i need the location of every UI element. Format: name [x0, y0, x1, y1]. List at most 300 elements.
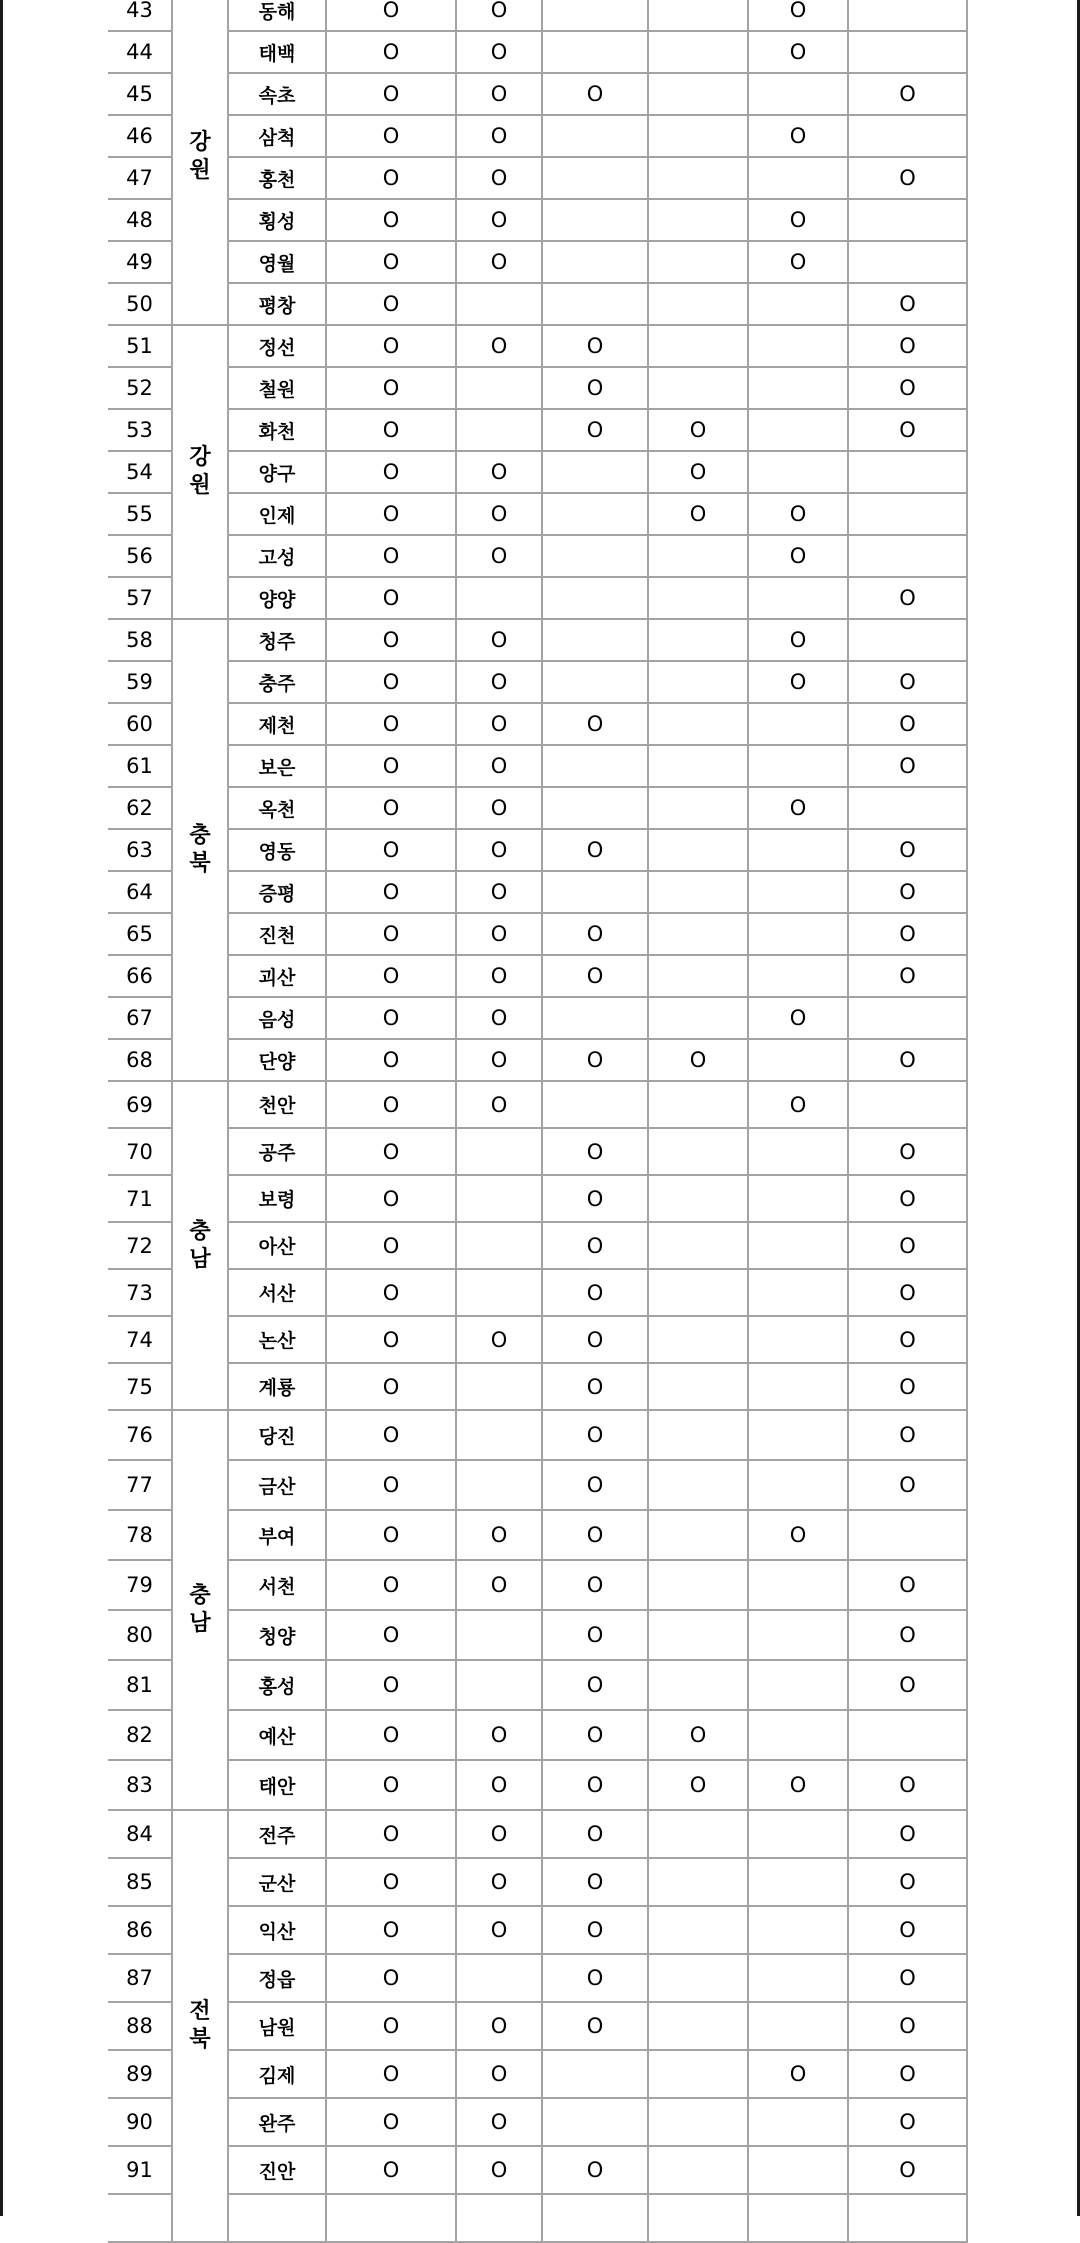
- mark-cell: O: [848, 2146, 967, 2194]
- row-number: 50: [108, 283, 172, 325]
- mark-cell: O: [326, 157, 456, 199]
- mark-cell: [848, 241, 967, 283]
- table-row: [108, 409, 967, 451]
- mark-cell: O: [848, 955, 967, 997]
- mark-cell: [748, 955, 848, 997]
- mark-cell: [648, 1363, 748, 1410]
- table-row: [108, 829, 967, 871]
- city-name: 태안: [228, 1760, 326, 1810]
- row-number: 57: [108, 577, 172, 619]
- mark-cell: O: [456, 1560, 542, 1610]
- mark-cell: [748, 2002, 848, 2050]
- mark-cell: [748, 157, 848, 199]
- mark-cell: O: [456, 997, 542, 1039]
- mark-cell: O: [748, 1760, 848, 1810]
- city-name: 속초: [228, 73, 326, 115]
- mark-cell: O: [456, 871, 542, 913]
- mark-cell: [542, 2098, 648, 2146]
- mark-cell: O: [456, 73, 542, 115]
- mark-cell: O: [848, 2050, 967, 2098]
- mark-cell: [748, 871, 848, 913]
- row-number: 51: [108, 325, 172, 367]
- mark-cell: O: [848, 829, 967, 871]
- mark-cell: [542, 661, 648, 703]
- table-row: [108, 1810, 967, 1858]
- table-row: [108, 1710, 967, 1760]
- city-name: 천안: [228, 1081, 326, 1128]
- city-name: 남원: [228, 2002, 326, 2050]
- mark-cell: O: [748, 1510, 848, 1560]
- mark-cell: O: [326, 661, 456, 703]
- mark-cell: O: [542, 73, 648, 115]
- mark-cell: O: [848, 1906, 967, 1954]
- mark-cell: [648, 115, 748, 157]
- mark-cell: [648, 1510, 748, 1560]
- mark-cell: O: [326, 913, 456, 955]
- mark-cell: O: [326, 871, 456, 913]
- mark-cell: O: [456, 535, 542, 577]
- province-char: 북: [189, 2027, 211, 2052]
- mark-cell: O: [848, 1858, 967, 1906]
- mark-cell: O: [326, 1810, 456, 1858]
- mark-cell: [542, 157, 648, 199]
- table-row: [108, 0, 967, 31]
- city-name: 청양: [228, 1610, 326, 1660]
- mark-cell: [542, 2050, 648, 2098]
- mark-cell: O: [326, 367, 456, 409]
- table-row: [108, 1460, 967, 1510]
- mark-cell: [748, 703, 848, 745]
- mark-cell: O: [456, 115, 542, 157]
- mark-cell: [748, 913, 848, 955]
- table-row: [108, 1269, 967, 1316]
- mark-cell: O: [326, 2098, 456, 2146]
- mark-cell: O: [542, 1363, 648, 1410]
- mark-cell: O: [326, 1081, 456, 1128]
- mark-cell: [848, 31, 967, 73]
- mark-cell: O: [456, 745, 542, 787]
- row-number: 89: [108, 2050, 172, 2098]
- mark-cell: O: [648, 493, 748, 535]
- mark-cell: O: [648, 1760, 748, 1810]
- mark-cell: O: [748, 619, 848, 661]
- mark-cell: O: [326, 829, 456, 871]
- mark-cell: O: [542, 1510, 648, 1560]
- mark-cell: [456, 1269, 542, 1316]
- mark-cell: O: [456, 1039, 542, 1081]
- mark-cell: O: [748, 787, 848, 829]
- mark-cell: [542, 619, 648, 661]
- mark-cell: O: [542, 1460, 648, 1510]
- mark-cell: [748, 283, 848, 325]
- mark-cell: [748, 2098, 848, 2146]
- mark-cell: [748, 1410, 848, 1460]
- mark-cell: O: [326, 115, 456, 157]
- row-number: 81: [108, 1660, 172, 1710]
- mark-cell: [648, 1222, 748, 1269]
- row-number: 66: [108, 955, 172, 997]
- table-row: [108, 1175, 967, 1222]
- province-char: 남: [189, 1611, 211, 1636]
- mark-cell: O: [326, 2050, 456, 2098]
- table-row: [108, 577, 967, 619]
- mark-cell: O: [542, 1710, 648, 1760]
- mark-cell: [848, 2194, 967, 2242]
- mark-cell: O: [326, 325, 456, 367]
- mark-cell: [648, 2146, 748, 2194]
- table-row: [108, 2146, 967, 2194]
- row-number: 78: [108, 1510, 172, 1560]
- mark-cell: O: [456, 829, 542, 871]
- mark-cell: O: [748, 115, 848, 157]
- mark-cell: O: [848, 1954, 967, 2002]
- mark-cell: [748, 1810, 848, 1858]
- mark-cell: [542, 997, 648, 1039]
- mark-cell: [748, 451, 848, 493]
- mark-cell: [648, 535, 748, 577]
- mark-cell: O: [542, 913, 648, 955]
- mark-cell: O: [326, 0, 456, 31]
- mark-cell: [542, 787, 648, 829]
- mark-cell: O: [326, 1660, 456, 1710]
- mark-cell: O: [542, 1039, 648, 1081]
- mark-cell: [648, 367, 748, 409]
- mark-cell: O: [326, 2146, 456, 2194]
- mark-cell: O: [542, 1269, 648, 1316]
- mark-cell: [748, 1039, 848, 1081]
- city-name: 동해: [228, 0, 326, 31]
- province-char: 강: [189, 445, 211, 470]
- row-number: 90: [108, 2098, 172, 2146]
- mark-cell: O: [848, 1460, 967, 1510]
- mark-cell: O: [456, 1810, 542, 1858]
- row-number: 67: [108, 997, 172, 1039]
- province-label: [173, 129, 227, 185]
- mark-cell: O: [542, 409, 648, 451]
- mark-cell: [748, 73, 848, 115]
- mark-cell: O: [326, 1560, 456, 1610]
- row-number: 77: [108, 1460, 172, 1510]
- city-name: 증평: [228, 871, 326, 913]
- city-name: 서천: [228, 1560, 326, 1610]
- table-row: [108, 1954, 967, 2002]
- mark-cell: O: [326, 493, 456, 535]
- mark-cell: [456, 2194, 542, 2242]
- city-name: 청주: [228, 619, 326, 661]
- mark-cell: [748, 1128, 848, 1175]
- mark-cell: O: [456, 955, 542, 997]
- province-char: 강: [189, 130, 211, 155]
- mark-cell: [542, 0, 648, 31]
- mark-cell: O: [848, 1660, 967, 1710]
- table-row: [108, 367, 967, 409]
- table-row: [108, 115, 967, 157]
- row-number: 80: [108, 1610, 172, 1660]
- row-number: 79: [108, 1560, 172, 1610]
- mark-cell: O: [326, 619, 456, 661]
- row-number: 83: [108, 1760, 172, 1810]
- table-row: [108, 493, 967, 535]
- mark-cell: O: [748, 997, 848, 1039]
- mark-cell: O: [456, 1760, 542, 1810]
- city-name: 군산: [228, 1858, 326, 1906]
- mark-cell: [648, 1560, 748, 1610]
- mark-cell: O: [848, 577, 967, 619]
- row-number: 86: [108, 1906, 172, 1954]
- mark-cell: O: [648, 1710, 748, 1760]
- city-name: 제천: [228, 703, 326, 745]
- mark-cell: [848, 787, 967, 829]
- row-number: 63: [108, 829, 172, 871]
- mark-cell: O: [848, 283, 967, 325]
- table-row: [108, 1610, 967, 1660]
- mark-cell: [648, 1858, 748, 1906]
- row-number: 58: [108, 619, 172, 661]
- city-name: 태백: [228, 31, 326, 73]
- mark-cell: [648, 787, 748, 829]
- city-name: 정선: [228, 325, 326, 367]
- mark-cell: [748, 1460, 848, 1510]
- mark-cell: O: [326, 1410, 456, 1460]
- city-name: 횡성: [228, 199, 326, 241]
- table-row: [108, 1128, 967, 1175]
- mark-cell: O: [326, 1128, 456, 1175]
- mark-cell: O: [326, 955, 456, 997]
- table-row: [108, 1510, 967, 1560]
- region-table: [108, 0, 968, 2243]
- mark-cell: O: [326, 997, 456, 1039]
- table-row: [108, 1660, 967, 1710]
- mark-cell: O: [326, 703, 456, 745]
- mark-cell: [748, 2194, 848, 2242]
- table-row: [108, 199, 967, 241]
- row-number: 46: [108, 115, 172, 157]
- mark-cell: [648, 1081, 748, 1128]
- mark-cell: O: [456, 1081, 542, 1128]
- mark-cell: O: [848, 1175, 967, 1222]
- row-number: 64: [108, 871, 172, 913]
- mark-cell: [748, 1906, 848, 1954]
- row-number: 87: [108, 1954, 172, 2002]
- mark-cell: [542, 577, 648, 619]
- mark-cell: O: [848, 1363, 967, 1410]
- row-number: 54: [108, 451, 172, 493]
- mark-cell: O: [848, 1128, 967, 1175]
- mark-cell: O: [648, 451, 748, 493]
- mark-cell: O: [748, 535, 848, 577]
- mark-cell: [748, 829, 848, 871]
- city-name: 양구: [228, 451, 326, 493]
- row-number: 62: [108, 787, 172, 829]
- province-cell: [172, 1810, 228, 2242]
- mark-cell: [748, 1710, 848, 1760]
- table-row: [108, 535, 967, 577]
- row-number: 70: [108, 1128, 172, 1175]
- province-char: 남: [189, 1246, 211, 1272]
- province-label: [173, 1582, 227, 1638]
- mark-cell: O: [848, 661, 967, 703]
- mark-cell: [542, 871, 648, 913]
- mark-cell: O: [326, 787, 456, 829]
- row-number: 61: [108, 745, 172, 787]
- row-number: 74: [108, 1316, 172, 1363]
- mark-cell: O: [326, 1510, 456, 1560]
- mark-cell: O: [456, 241, 542, 283]
- mark-cell: O: [542, 1175, 648, 1222]
- province-char: 충: [189, 1218, 211, 1244]
- table-row: [108, 31, 967, 73]
- city-name: 영동: [228, 829, 326, 871]
- mark-cell: [648, 955, 748, 997]
- city-name: 금산: [228, 1460, 326, 1510]
- mark-cell: O: [456, 661, 542, 703]
- city-name: 예산: [228, 1710, 326, 1760]
- mark-cell: O: [848, 913, 967, 955]
- row-number: 45: [108, 73, 172, 115]
- mark-cell: [848, 199, 967, 241]
- mark-cell: [848, 0, 967, 31]
- city-name: 완주: [228, 2098, 326, 2146]
- mark-cell: O: [542, 1660, 648, 1710]
- mark-cell: [648, 2002, 748, 2050]
- page-left-border: [0, 0, 3, 2216]
- table-row: [108, 1906, 967, 1954]
- mark-cell: [648, 661, 748, 703]
- row-number: 56: [108, 535, 172, 577]
- mark-cell: O: [326, 745, 456, 787]
- mark-cell: O: [326, 1710, 456, 1760]
- city-name: 당진: [228, 1410, 326, 1460]
- mark-cell: [848, 1710, 967, 1760]
- mark-cell: [648, 2194, 748, 2242]
- mark-cell: [456, 1610, 542, 1660]
- row-number: 60: [108, 703, 172, 745]
- mark-cell: O: [648, 409, 748, 451]
- mark-cell: [748, 367, 848, 409]
- mark-cell: [748, 1660, 848, 1710]
- mark-cell: [648, 1175, 748, 1222]
- row-number: 68: [108, 1039, 172, 1081]
- mark-cell: O: [456, 2146, 542, 2194]
- table-row: [108, 283, 967, 325]
- province-cell: [172, 1081, 228, 1410]
- mark-cell: [648, 1269, 748, 1316]
- mark-cell: [648, 1460, 748, 1510]
- province-char: 충: [189, 823, 211, 848]
- mark-cell: [456, 1954, 542, 2002]
- mark-cell: O: [748, 199, 848, 241]
- mark-cell: [648, 829, 748, 871]
- mark-cell: O: [848, 1269, 967, 1316]
- mark-cell: [648, 2050, 748, 2098]
- mark-cell: O: [542, 1954, 648, 2002]
- table-row: [108, 2194, 967, 2242]
- row-number: 44: [108, 31, 172, 73]
- mark-cell: [648, 1954, 748, 2002]
- mark-cell: [648, 703, 748, 745]
- mark-cell: [326, 2194, 456, 2242]
- mark-cell: O: [848, 1610, 967, 1660]
- table-row: [108, 1560, 967, 1610]
- mark-cell: O: [456, 1858, 542, 1906]
- table-row: [108, 2050, 967, 2098]
- city-name: 충주: [228, 661, 326, 703]
- mark-cell: [542, 1081, 648, 1128]
- table-row: [108, 1081, 967, 1128]
- mark-cell: [456, 1660, 542, 1710]
- row-number: 91: [108, 2146, 172, 2194]
- city-name: 계룡: [228, 1363, 326, 1410]
- mark-cell: [648, 157, 748, 199]
- mark-cell: [456, 1128, 542, 1175]
- mark-cell: O: [326, 1906, 456, 1954]
- mark-cell: [648, 1610, 748, 1660]
- province-label: [173, 822, 227, 878]
- mark-cell: O: [326, 1175, 456, 1222]
- city-name: 삼척: [228, 115, 326, 157]
- mark-cell: O: [848, 871, 967, 913]
- mark-cell: O: [456, 325, 542, 367]
- row-number: 53: [108, 409, 172, 451]
- row-number: [108, 2194, 172, 2242]
- mark-cell: [648, 73, 748, 115]
- mark-cell: O: [542, 2002, 648, 2050]
- mark-cell: [456, 1222, 542, 1269]
- mark-cell: O: [542, 1858, 648, 1906]
- mark-cell: O: [456, 1316, 542, 1363]
- city-name: 김제: [228, 2050, 326, 2098]
- mark-cell: [848, 997, 967, 1039]
- mark-cell: [542, 241, 648, 283]
- province-cell: [172, 619, 228, 1081]
- table-row: [108, 325, 967, 367]
- mark-cell: O: [648, 1039, 748, 1081]
- mark-cell: [648, 745, 748, 787]
- mark-cell: O: [848, 1760, 967, 1810]
- city-name: 진천: [228, 913, 326, 955]
- mark-cell: O: [456, 451, 542, 493]
- mark-cell: [456, 1175, 542, 1222]
- mark-cell: O: [542, 1560, 648, 1610]
- mark-cell: O: [326, 1760, 456, 1810]
- mark-cell: [648, 577, 748, 619]
- table-row: [108, 2098, 967, 2146]
- mark-cell: O: [542, 1410, 648, 1460]
- mark-cell: [648, 619, 748, 661]
- mark-cell: [542, 493, 648, 535]
- mark-cell: [648, 913, 748, 955]
- province-char: 충: [189, 1583, 211, 1608]
- mark-cell: O: [748, 493, 848, 535]
- table-row: [108, 2002, 967, 2050]
- mark-cell: O: [542, 955, 648, 997]
- table-row: [108, 1858, 967, 1906]
- mark-cell: O: [542, 1610, 648, 1660]
- mark-cell: O: [326, 1269, 456, 1316]
- mark-cell: [848, 1081, 967, 1128]
- mark-cell: O: [326, 2002, 456, 2050]
- mark-cell: [648, 31, 748, 73]
- mark-cell: O: [326, 283, 456, 325]
- mark-cell: O: [848, 1316, 967, 1363]
- city-name: 보은: [228, 745, 326, 787]
- mark-cell: [648, 199, 748, 241]
- mark-cell: O: [456, 1710, 542, 1760]
- mark-cell: O: [848, 73, 967, 115]
- mark-cell: [648, 1410, 748, 1460]
- row-number: 73: [108, 1269, 172, 1316]
- mark-cell: O: [326, 535, 456, 577]
